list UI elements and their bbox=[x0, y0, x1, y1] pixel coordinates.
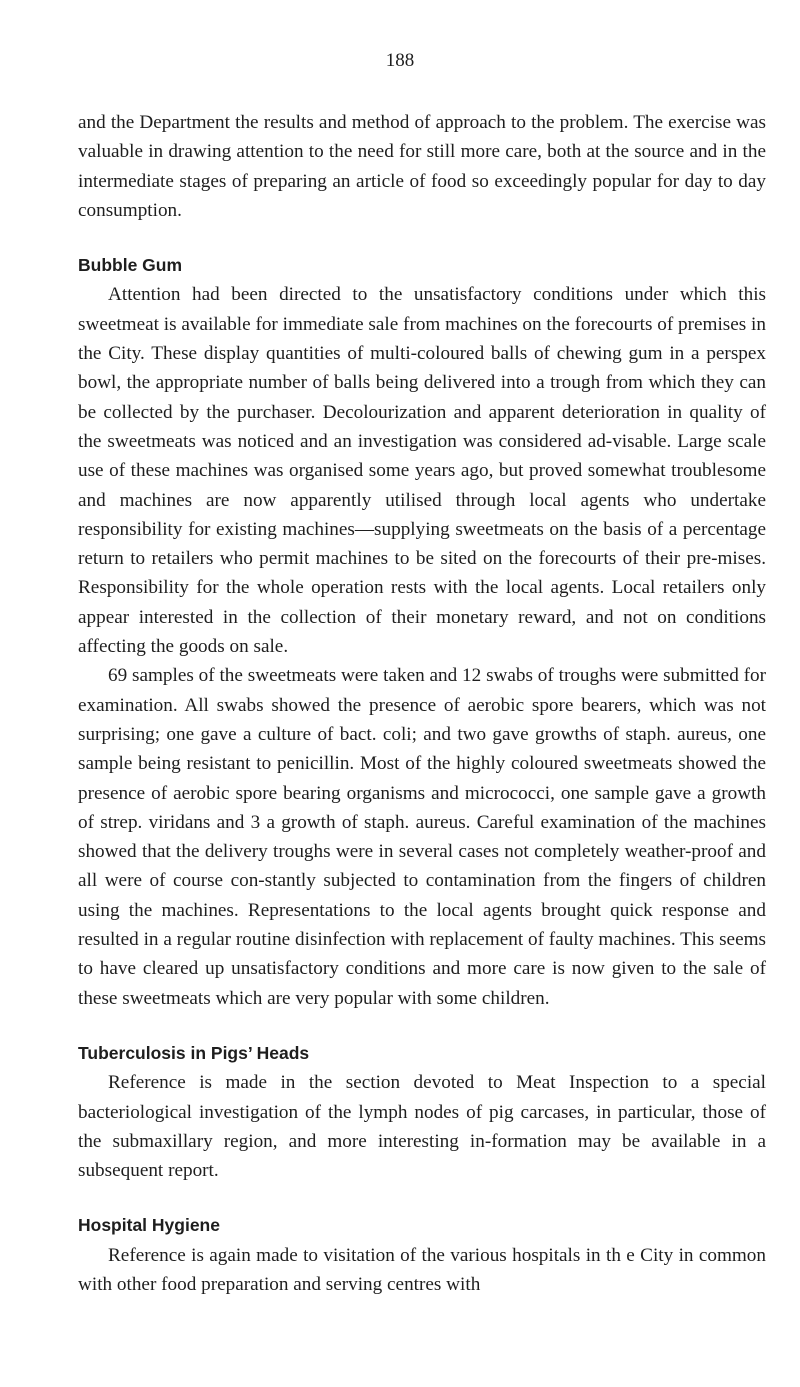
section-paragraph: Reference is again made to visitation of the various hospitals in th e City in common with other food preparation and serving centres with bbox=[78, 1244, 766, 1295]
section-paragraph: Attention had been directed to the unsatisfactory conditions under which this sweetmeat is available for immediate sale from machines on the forecourts of premises in the City. These display quantities of multi-coloured balls of chewing gum in a perspex bowl, the appropriate number of balls being delivered into a trough from which they can be collected by the purchaser. Decolourization and apparent deterioration in quality of the sweetmeats was noticed and an investigation was considered ad-visable. Large scale use of these machines was organised some years ago, but proved somewhat troublesome and machines are now apparently utilised through local agents who undertake responsibility for existing machines—supplying sweetmeats on the basis of a percentage return to retailers who permit machines to be sited on the forecourts of their pre-mises. Responsibility for the whole operation rests with the local agents. Local retailers only appear interested in the collection of their monetary reward, and not on conditions affecting the goods on sale. bbox=[78, 284, 766, 658]
section-heading: Hospital Hygiene bbox=[78, 1215, 220, 1236]
section-paragraph: Reference is made in the section devoted to Meat Inspection to a special bacteriological investigation of the lymph nodes of pig carcases, in particular, those of the submaxillary region, and more interesting in-formation may be available in a subsequent report. bbox=[78, 1072, 766, 1182]
section-heading: Bubble Gum bbox=[78, 255, 183, 276]
page-number: 188 bbox=[385, 50, 415, 71]
section-tuberculosis-in-pigs-heads bbox=[78, 1039, 766, 1185]
section-heading: Tuberculosis in Pigs’ Heads bbox=[78, 1042, 310, 1063]
opening-paragraph: and the Department the results and method of approach to the problem. The exercise was valuable in drawing attention to the need for still more care, both at the source and in the intermediate stages of preparing an article of food so exceedingly popular for day to day consumption. bbox=[78, 112, 766, 221]
section-paragraph: 69 samples of the sweetmeats were taken and 12 swabs of troughs were submitted for examination. All swabs showed the presence of aerobic spore bearers, which was not surprising; one gave a culture of bact. coli; and two gave growths of staph. aureus, one sample being resistant to penicillin. Most of the highly coloured sweetmeats showed the presence of aerobic spore bearing organisms and micrococci, one sample gave a growth of strep. viridans and 3 a growth of staph. aureus. Careful examination of the machines showed that the delivery troughs were in several cases not completely weather-proof and all were of course con-stantly subjected to contamination from the fingers of children using the machines. Representations to the local agents brought quick response and resulted in a regular routine disinfection with replacement of faulty machines. This seems to have cleared up unsatisfactory conditions and more care is now given to the sale of these sweetmeats which are very popular with some children. bbox=[78, 665, 766, 1009]
section-hospital-hygiene bbox=[78, 1211, 766, 1299]
section-bubble-gum bbox=[78, 251, 766, 1013]
document-body bbox=[78, 108, 766, 1299]
